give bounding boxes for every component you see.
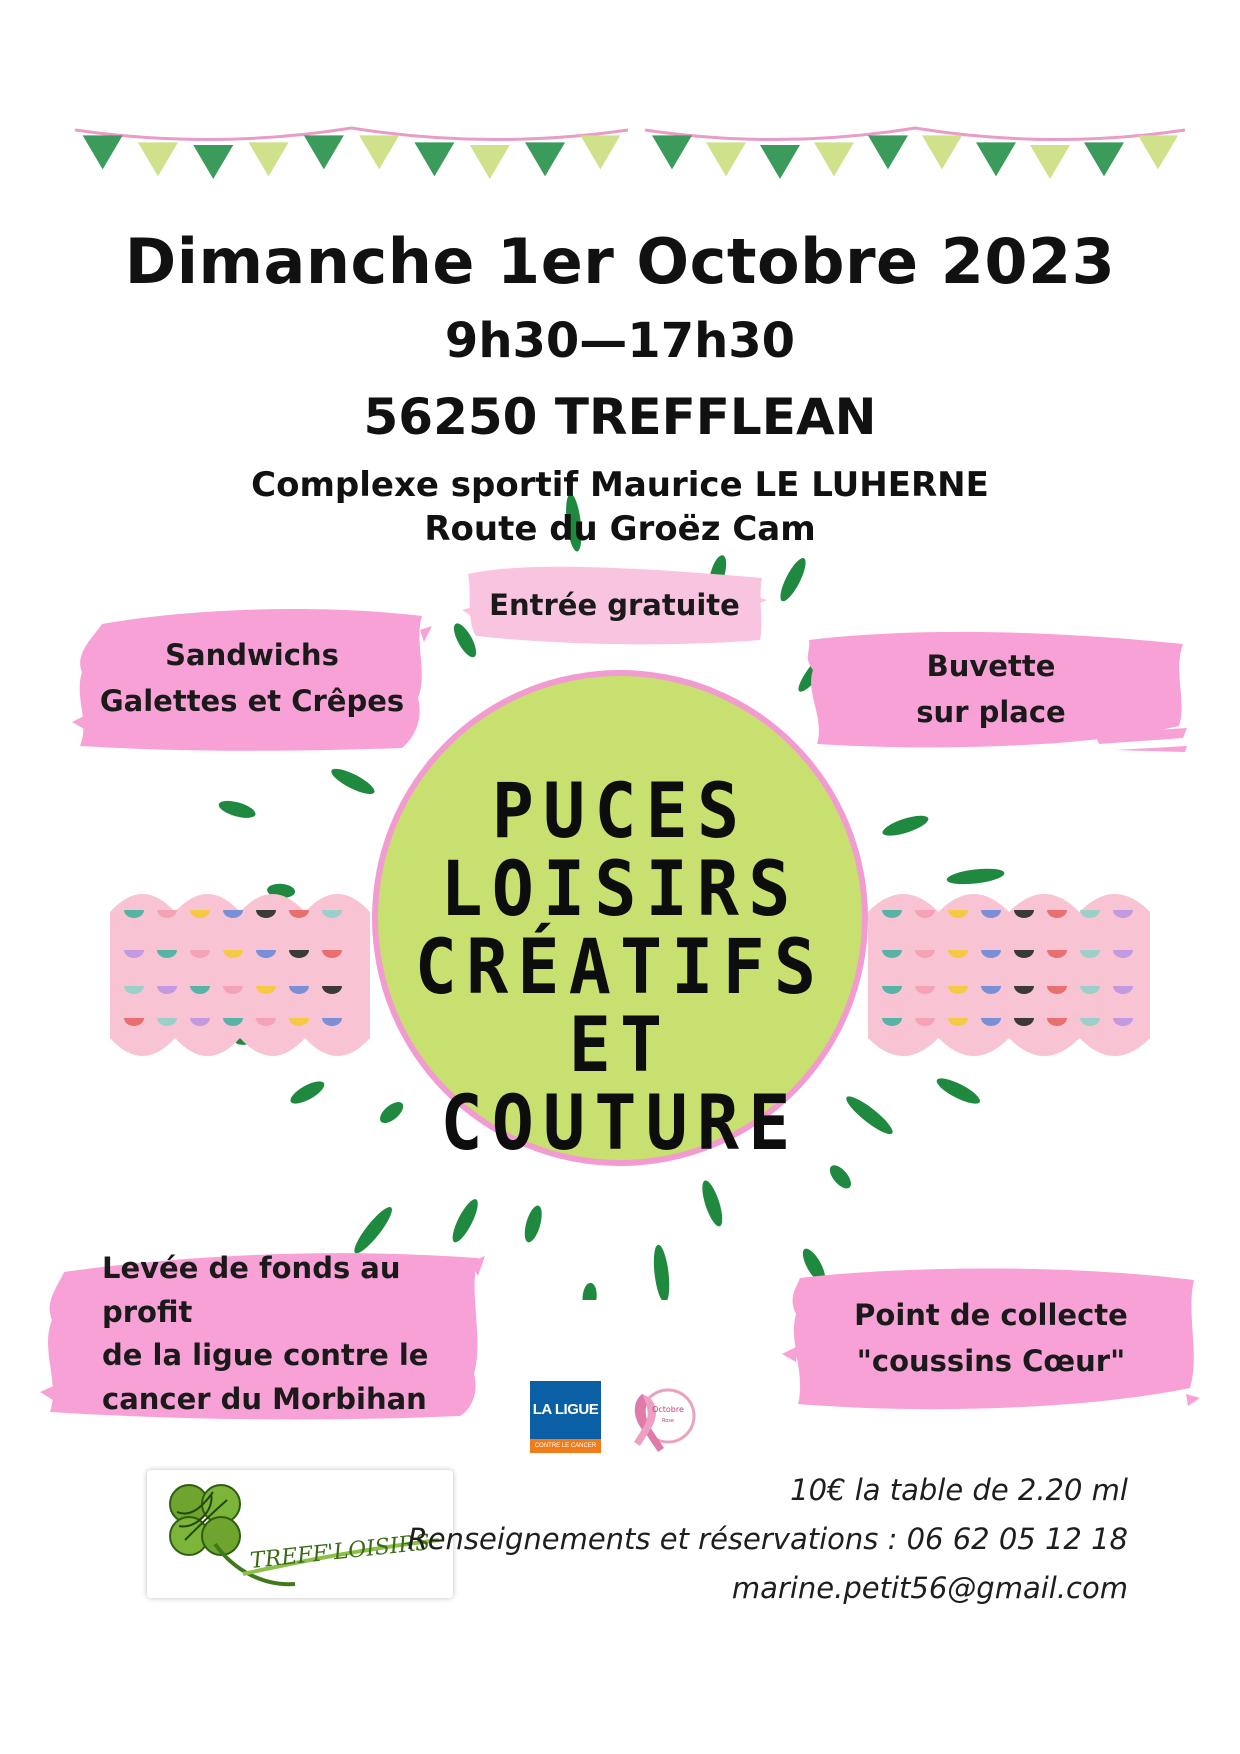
leaf-shape xyxy=(582,1282,598,1300)
title-line-2: LOISIRS xyxy=(440,844,800,933)
leaf-shape xyxy=(448,1196,482,1245)
fundraising-line-2: de la ligue contre le xyxy=(102,1338,429,1372)
scalloped-band xyxy=(110,894,370,1056)
ligue-logo-text: LA LIGUE xyxy=(532,1401,599,1418)
bar-line-1: Buvette xyxy=(926,648,1056,683)
leaf-shape xyxy=(521,1204,545,1244)
pink-ribbon-icon xyxy=(620,1382,710,1458)
fundraising-line-3: cancer du Morbihan xyxy=(102,1381,427,1416)
contact-email[interactable]: marine.petit56@gmail.com xyxy=(731,1571,1128,1605)
event-venue: Complexe sportif Maurice LE LUHERNE xyxy=(251,465,989,505)
entry-badge xyxy=(462,560,767,650)
collection-badge xyxy=(782,1258,1200,1418)
event-city: 56250 TREFFLEAN xyxy=(363,388,877,446)
fundraising-badge xyxy=(40,1246,485,1422)
ligue-contre-le-cancer-logo xyxy=(530,1381,601,1453)
title-line-3: CRÉATIFS xyxy=(414,922,826,1011)
food-line-2: Galettes et Crêpes xyxy=(99,684,405,718)
bar-labels xyxy=(795,622,1187,764)
food-badge xyxy=(72,602,432,754)
event-title xyxy=(380,766,860,1167)
contact-phone: Renseignements et réservations : 06 62 05 12 18 xyxy=(407,1522,1128,1556)
fundraising-labels xyxy=(40,1246,485,1422)
leaf-shape xyxy=(651,1244,672,1300)
club-name: TREFF'LOISIRS xyxy=(249,1530,432,1574)
collection-labels xyxy=(782,1258,1200,1418)
scalloped-band xyxy=(868,894,1150,1056)
octobre-text: Octobre xyxy=(652,1405,684,1414)
food-line-1: Sandwichs xyxy=(165,637,339,672)
leaf-shape xyxy=(698,1178,726,1228)
title-line-1: PUCES xyxy=(491,766,749,855)
collection-line-2: "coussins Cœur" xyxy=(856,1344,1126,1378)
title-line-4: ET xyxy=(568,1000,672,1089)
octobre-subtext: Rose xyxy=(662,1418,674,1424)
bar-badge xyxy=(795,622,1187,756)
event-date: Dimanche 1er Octobre 2023 xyxy=(124,225,1116,298)
food-labels xyxy=(72,602,432,768)
entry-label: Entrée gratuite xyxy=(489,587,740,622)
bar-line-2: sur place xyxy=(916,695,1066,729)
ligue-logo-subtext: CONTRE LE CANCER xyxy=(530,1439,601,1453)
fundraising-line-1: Levée de fonds au profit xyxy=(102,1251,401,1329)
title-line-5: COUTURE xyxy=(440,1078,800,1167)
collection-line-1: Point de collecte xyxy=(854,1297,1128,1332)
table-price: 10€ la table de 2.20 ml xyxy=(790,1473,1128,1507)
leaf-shape xyxy=(826,1162,855,1192)
event-road: Route du Groëz Cam xyxy=(424,509,816,549)
event-hours: 9h30—17h30 xyxy=(444,313,796,369)
